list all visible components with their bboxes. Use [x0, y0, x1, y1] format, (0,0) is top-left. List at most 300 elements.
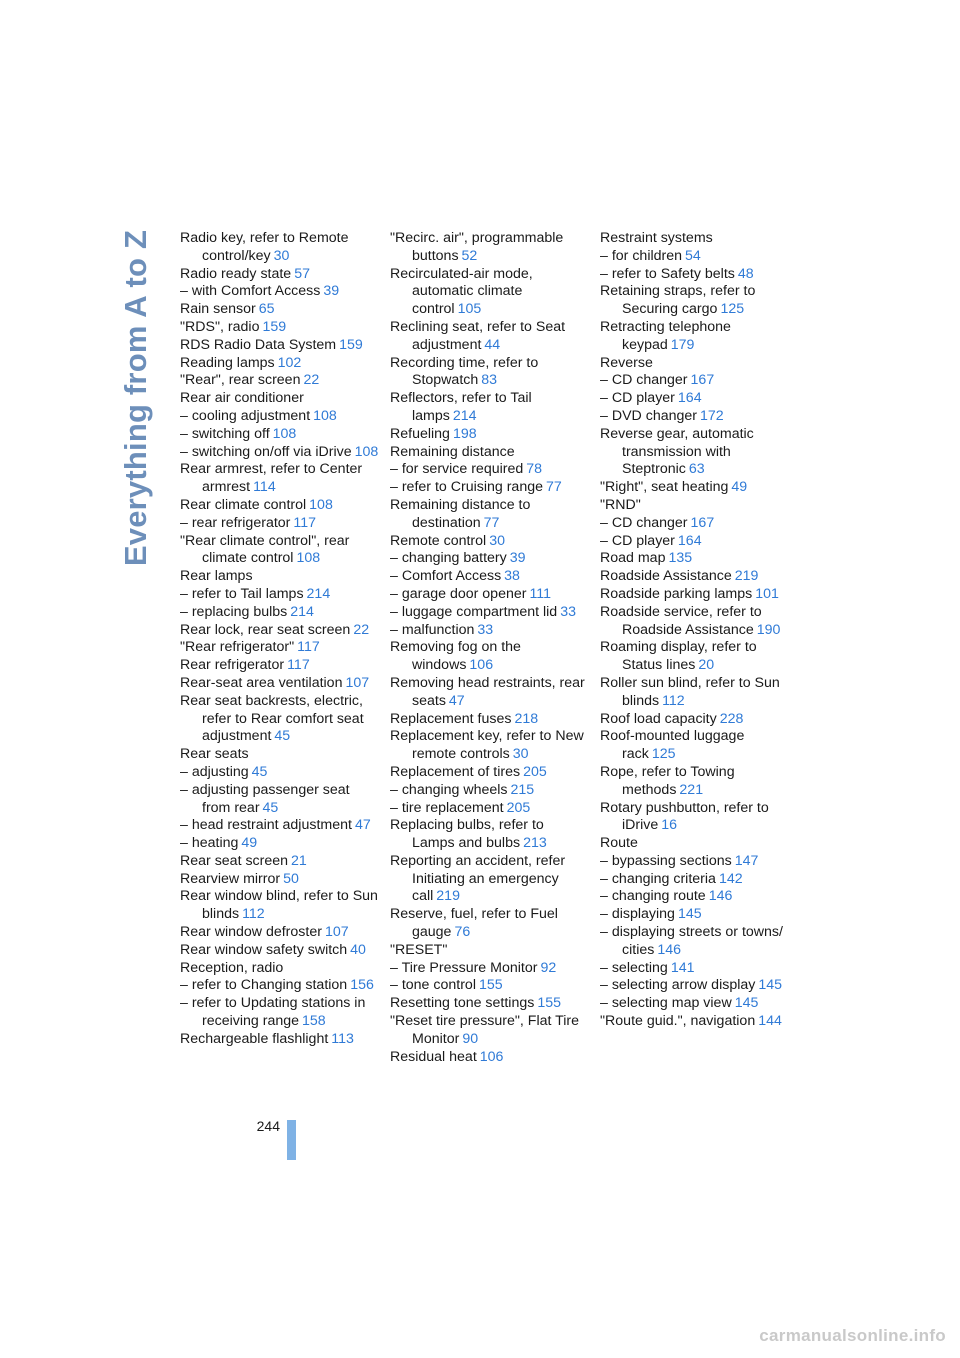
index-term: – heating [180, 835, 239, 852]
index-column-3 [600, 230, 800, 1031]
index-term: Radio key, refer to Remote control/key [180, 230, 349, 264]
index-entry [600, 230, 800, 248]
page-reference-link[interactable]: 159 [339, 336, 363, 353]
index-term: "RDS", radio [180, 318, 260, 335]
page-reference-link[interactable]: 145 [734, 995, 759, 1012]
index-entry [180, 604, 380, 622]
page-reference-link[interactable]: 45 [262, 799, 279, 816]
index-entry [390, 461, 590, 479]
page-reference-link[interactable]: 45 [274, 728, 291, 745]
page-reference-link[interactable]: 117 [293, 514, 317, 531]
index-entry [390, 800, 590, 818]
index-term: Roof load capacity [600, 710, 717, 727]
index-column-1 [180, 230, 380, 1049]
index-term: Rear window blind, refer to Sun blinds [180, 888, 378, 923]
index-entry [600, 408, 800, 426]
index-term: Rear seat screen [180, 852, 289, 869]
index-entry [180, 586, 380, 604]
index-entry [600, 604, 800, 640]
page-reference-link[interactable]: 63 [688, 461, 705, 478]
index-entry [390, 266, 590, 319]
index-entry [180, 817, 380, 835]
index-entry [180, 977, 380, 995]
index-term: – luggage compartment lid [390, 603, 558, 620]
index-term: – displaying streets or towns/ cities [600, 924, 783, 958]
page-reference-link[interactable]: 47 [448, 692, 465, 709]
index-entry [390, 764, 590, 782]
index-entry [600, 728, 800, 764]
index-entry [600, 871, 800, 889]
page-reference-link[interactable]: 146 [657, 941, 681, 958]
page-reference-link[interactable]: 172 [700, 407, 724, 424]
page-reference-link[interactable]: 142 [718, 870, 743, 887]
page-reference-link[interactable]: 107 [324, 924, 349, 941]
index-term: – adjusting passenger seat from rear [180, 781, 350, 816]
index-term: "Rear refrigerator" [180, 639, 295, 656]
page-reference-link[interactable]: 108 [354, 443, 379, 460]
page-reference-link[interactable]: 215 [510, 781, 535, 798]
index-term: – changing battery [390, 550, 507, 567]
index-term: Retaining straps, refer to Securing cargo [600, 283, 756, 318]
index-entry [180, 746, 380, 764]
index-entry [600, 497, 800, 515]
index-term: – DVD changer [600, 407, 697, 424]
index-term: – displaying [600, 906, 675, 923]
index-column-2 [390, 230, 590, 1066]
index-entry [600, 533, 800, 551]
page-reference-link[interactable]: 179 [670, 336, 695, 353]
index-term: Roller sun blind, refer to Sun blinds [600, 674, 780, 709]
page-reference-link[interactable]: 112 [662, 692, 685, 709]
index-term: Roaming display, refer to Status lines [600, 639, 757, 674]
page-reference-link[interactable]: 190 [756, 621, 781, 638]
index-term: Reverse gear, automatic transmission with Steptronic [600, 425, 754, 478]
page-reference-link[interactable]: 102 [277, 354, 302, 371]
index-entry [390, 711, 590, 729]
index-entry [390, 960, 590, 978]
index-entry [180, 675, 380, 693]
index-entry [180, 1031, 380, 1049]
index-entry [600, 995, 800, 1013]
index-entry [180, 497, 380, 515]
index-term: – changing route [600, 888, 706, 905]
index-entry [180, 533, 380, 569]
index-term: Rear lamps [180, 568, 253, 585]
index-term: – rear refrigerator [180, 514, 291, 531]
index-entry [180, 657, 380, 675]
page-reference-link[interactable]: 30 [512, 746, 529, 763]
index-entry [390, 479, 590, 497]
index-term: Replacement key, refer to New remote controls [390, 728, 584, 763]
index-entry [600, 390, 800, 408]
index-entry [600, 888, 800, 906]
index-entry [600, 426, 800, 479]
index-term: "RESET" [390, 941, 448, 958]
index-entry [390, 906, 590, 942]
index-entry [180, 515, 380, 533]
index-term: Reflectors, refer to Tail lamps [390, 390, 532, 424]
index-entry [180, 639, 380, 657]
index-entry [600, 319, 800, 355]
index-entry [180, 230, 380, 266]
page-reference-link[interactable]: 83 [481, 372, 498, 389]
index-entry [600, 675, 800, 711]
index-term: Rear seat backrests, electric, refer to Rear comfort seat adjustment [180, 692, 364, 745]
page-reference-link[interactable]: 45 [251, 763, 268, 780]
index-entry [180, 871, 380, 889]
page-reference-link[interactable]: 54 [685, 247, 701, 264]
index-term: "Right", seat heating [600, 479, 729, 496]
index-entry [180, 444, 380, 462]
page-reference-link[interactable]: 22 [303, 372, 320, 389]
index-term: "Rear", rear screen [180, 372, 301, 389]
index-term: Recirculated-air mode, automatic climate control [390, 265, 533, 318]
page-reference-link[interactable]: 228 [719, 710, 744, 727]
index-entry [390, 230, 590, 266]
index-entry [390, 1049, 590, 1067]
index-term: Reverse [600, 354, 653, 371]
page-reference-link[interactable]: 108 [309, 496, 333, 513]
page-reference-link[interactable]: 92 [540, 959, 557, 976]
page-reference-link[interactable]: 30 [489, 532, 505, 549]
index-term: "Rear climate control", rear climate control [180, 532, 350, 567]
page-reference-link[interactable]: 135 [668, 550, 693, 567]
index-entry [390, 817, 590, 853]
index-entry [180, 319, 380, 337]
page-reference-link[interactable]: 20 [698, 657, 715, 674]
page-reference-link[interactable]: 33 [560, 603, 576, 620]
index-term: – switching off [180, 425, 270, 442]
index-term: – head restraint adjustment [180, 817, 352, 834]
page-reference-link[interactable]: 108 [296, 550, 321, 567]
index-entry [600, 853, 800, 871]
page-reference-link[interactable]: 117 [287, 657, 310, 674]
index-entry [390, 497, 590, 533]
index-entry [390, 728, 590, 764]
page-reference-link[interactable]: 16 [661, 817, 678, 834]
index-entry [180, 390, 380, 408]
page-reference-link[interactable]: 141 [670, 959, 695, 976]
index-entry [600, 764, 800, 800]
index-term: – CD changer [600, 514, 688, 531]
page-reference-link[interactable]: 106 [469, 657, 494, 674]
index-term: – with Comfort Access [180, 283, 321, 300]
index-entry [180, 568, 380, 586]
page-reference-link[interactable]: 22 [353, 621, 370, 638]
index-entry [180, 888, 380, 924]
index-term: – switching on/off via iDrive [180, 443, 352, 460]
index-entry [600, 550, 800, 568]
page-reference-link[interactable]: 205 [506, 799, 531, 816]
index-entry [390, 782, 590, 800]
page-reference-link[interactable]: 108 [272, 425, 297, 442]
index-term: Radio ready state [180, 265, 292, 282]
index-term: – for children [600, 247, 683, 264]
index-term: "RND" [600, 496, 641, 513]
index-term: Replacing bulbs, refer to Lamps and bulbs [390, 817, 544, 852]
index-term: – CD player [600, 390, 675, 407]
page-reference-link[interactable]: 108 [313, 407, 337, 424]
index-term: RDS Radio Data System [180, 336, 337, 353]
page-reference-link[interactable]: 77 [546, 479, 562, 496]
index-entry [390, 853, 590, 906]
index-term: – bypassing sections [600, 852, 732, 869]
index-term: Remote control [390, 532, 487, 549]
index-term: Removing fog on the windows [390, 639, 521, 674]
page-reference-link[interactable]: 44 [484, 336, 501, 353]
index-term: – adjusting [180, 763, 249, 780]
index-term: Roadside service, refer to Roadside Assistance [600, 603, 762, 638]
index-term: Rotary pushbutton, refer to iDrive [600, 799, 769, 834]
index-entry [180, 622, 380, 640]
index-term: – tire replacement [390, 799, 504, 816]
index-term: Residual heat [390, 1048, 477, 1065]
page-reference-link[interactable]: 107 [345, 674, 370, 691]
index-term: – changing wheels [390, 781, 508, 798]
page-reference-link[interactable]: 218 [514, 710, 539, 727]
index-term: Roof-mounted luggage rack [600, 728, 745, 763]
index-term: Reserve, fuel, refer to Fuel gauge [390, 906, 558, 941]
page-reference-link[interactable]: 164 [677, 532, 702, 549]
index-entry [600, 568, 800, 586]
index-entry [180, 266, 380, 284]
index-term: "Reset tire pressure", Flat Tire Monitor [390, 1013, 580, 1047]
index-entry [180, 835, 380, 853]
page-reference-link[interactable]: 113 [331, 1030, 354, 1047]
index-entry [180, 408, 380, 426]
index-term: Restraint systems [600, 230, 713, 246]
index-entry [180, 301, 380, 319]
index-entry [390, 995, 590, 1013]
index-entry [600, 960, 800, 978]
index-term: Rear climate control [180, 496, 307, 513]
page-reference-link[interactable]: 76 [454, 924, 471, 941]
page-reference-link[interactable]: 105 [457, 301, 482, 318]
chapter-title-vertical [116, 228, 156, 568]
page-reference-link[interactable]: 117 [297, 639, 320, 656]
index-term: – CD player [600, 532, 675, 549]
page-reference-link[interactable]: 50 [283, 870, 299, 887]
index-entry [390, 586, 590, 604]
page-reference-link[interactable]: 156 [350, 977, 374, 994]
index-term: – changing criteria [600, 870, 716, 887]
index-entry [600, 586, 800, 604]
page-reference-link[interactable]: 145 [758, 977, 783, 994]
index-entry [180, 764, 380, 782]
page-reference-link[interactable]: 221 [679, 781, 704, 798]
index-entry [390, 390, 590, 426]
index-entry [600, 515, 800, 533]
index-entry [180, 924, 380, 942]
page-reference-link[interactable]: 30 [273, 247, 290, 264]
page-number: 244 [256, 1118, 280, 1134]
index-entry [600, 372, 800, 390]
index-term: – Comfort Access [390, 568, 502, 585]
page-reference-link[interactable]: 101 [755, 585, 779, 602]
index-entry [180, 283, 380, 301]
index-term: – refer to Tail lamps [180, 585, 304, 602]
page-reference-link[interactable]: 214 [306, 585, 331, 602]
index-entry [600, 1013, 800, 1031]
index-entry [180, 782, 380, 818]
index-entry [390, 426, 590, 444]
page-reference-link[interactable]: 164 [677, 390, 702, 407]
page-reference-link[interactable]: 146 [708, 888, 733, 905]
index-term: – refer to Cruising range [390, 479, 543, 496]
index-entry [180, 693, 380, 746]
index-term: Resetting tone settings [390, 995, 535, 1012]
index-term: Rear armrest, refer to Center armrest [180, 461, 363, 496]
index-term: – cooling adjustment [180, 407, 311, 424]
index-term: Rear air conditioner [180, 390, 304, 407]
index-entry [390, 319, 590, 355]
page-reference-link[interactable]: 213 [523, 835, 547, 852]
index-term: Rear seats [180, 746, 249, 763]
page-reference-link[interactable]: 21 [291, 852, 307, 869]
index-entry [390, 355, 590, 391]
index-term: Retracting telephone keypad [600, 318, 731, 353]
index-term: Reporting an accident, refer Initiating an emergency call [390, 852, 566, 905]
index-term: – replacing bulbs [180, 603, 288, 620]
index-term: Rear lock, rear seat screen [180, 621, 351, 638]
index-term: Rain sensor [180, 301, 256, 318]
index-entry [390, 444, 590, 462]
index-entry [390, 568, 590, 586]
index-term: Replacement fuses [390, 710, 512, 727]
index-term: – refer to Updating stations in receiving range [180, 995, 366, 1030]
page-reference-link[interactable]: 47 [354, 817, 371, 834]
index-entry [600, 248, 800, 266]
index-entry [600, 639, 800, 675]
index-entry [600, 479, 800, 497]
index-term: Remaining distance [390, 443, 515, 460]
page-reference-link[interactable]: 78 [526, 461, 543, 478]
page-reference-link[interactable]: 219 [436, 888, 460, 905]
index-entry [600, 835, 800, 853]
index-entry [180, 355, 380, 373]
page-reference-link[interactable]: 106 [479, 1048, 504, 1065]
index-term: Refueling [390, 425, 450, 442]
index-term: Reading lamps [180, 354, 275, 371]
index-term: Rearview mirror [180, 870, 281, 887]
page-reference-link[interactable]: 49 [241, 835, 258, 852]
index-term: Route [600, 835, 638, 852]
page-reference-link[interactable]: 158 [302, 1013, 326, 1030]
index-entry [180, 942, 380, 960]
index-entry [600, 906, 800, 924]
index-term: Rope, refer to Towing methods [600, 763, 735, 798]
page-reference-link[interactable]: 38 [504, 568, 520, 585]
index-entry [390, 533, 590, 551]
index-entry [390, 550, 590, 568]
page-reference-link[interactable]: 167 [690, 514, 715, 531]
page-marker-bar [287, 1120, 296, 1160]
page-reference-link[interactable]: 90 [462, 1030, 479, 1047]
page-reference-link[interactable]: 57 [294, 265, 310, 282]
page-reference-link[interactable]: 77 [483, 514, 500, 531]
index-term: Removing head restraints, rear seats [390, 674, 585, 709]
page-reference-link[interactable]: 48 [737, 265, 754, 282]
index-entry [180, 995, 380, 1031]
page-reference-link[interactable]: 198 [452, 425, 477, 442]
page-reference-link[interactable]: 155 [478, 977, 503, 994]
index-term: – CD changer [600, 372, 688, 389]
page-reference-link[interactable]: 40 [350, 941, 366, 958]
page-reference-link[interactable]: 33 [477, 621, 494, 638]
watermark: carmanualsonline.info [759, 1326, 946, 1345]
index-entry [180, 461, 380, 497]
index-term: Rear window defroster [180, 924, 322, 941]
page-reference-link[interactable]: 125 [720, 301, 745, 318]
index-entry [600, 266, 800, 284]
index-term: Roadside Assistance [600, 568, 732, 585]
page-reference-link[interactable]: 39 [509, 550, 526, 567]
index-entry [180, 853, 380, 871]
index-term: – selecting map view [600, 995, 732, 1012]
index-term: – Tire Pressure Monitor [390, 959, 538, 976]
index-term: Remaining distance to destination [390, 496, 531, 531]
index-term: – garage door opener [390, 585, 527, 602]
page-reference-link[interactable]: 111 [529, 585, 552, 602]
page-reference-link[interactable]: 167 [690, 372, 715, 389]
page-reference-link[interactable]: 65 [258, 301, 275, 318]
page-reference-link[interactable]: 159 [262, 318, 287, 335]
page-reference-link[interactable]: 114 [253, 479, 276, 496]
index-term: Rechargeable flashlight [180, 1030, 329, 1047]
index-entry [390, 622, 590, 640]
index-entry [600, 800, 800, 836]
index-term: – malfunction [390, 621, 475, 638]
index-term: Roadside parking lamps [600, 585, 753, 602]
index-entry [180, 960, 380, 978]
chapter-title-text: Everything from A to Z [118, 229, 154, 567]
page-reference-link[interactable]: 214 [452, 407, 477, 424]
index-entry [390, 675, 590, 711]
index-term: Recording time, refer to Stopwatch [390, 354, 539, 389]
index-term: "Recirc. air", programmable buttons [390, 230, 564, 264]
index-entry [390, 1013, 590, 1049]
page-reference-link[interactable]: 205 [523, 763, 547, 780]
index-entry [600, 355, 800, 373]
index-term: "Route guid.", navigation [600, 1013, 756, 1030]
index-term: Rear refrigerator [180, 657, 285, 674]
index-entry [600, 924, 800, 960]
index-term: Road map [600, 550, 666, 567]
page-reference-link[interactable]: 219 [734, 568, 759, 585]
page-reference-link[interactable]: 39 [323, 283, 340, 300]
index-term: Replacement of tires [390, 763, 521, 780]
index-term: Reception, radio [180, 959, 284, 976]
page-reference-link[interactable]: 52 [461, 247, 478, 264]
index-entry [390, 604, 590, 622]
index-entry [600, 711, 800, 729]
page-reference-link[interactable]: 112 [242, 906, 265, 923]
page-reference-link[interactable]: 147 [734, 852, 759, 869]
index-term: – for service required [390, 461, 524, 478]
page-reference-link[interactable]: 49 [731, 479, 748, 496]
index-term: – selecting arrow display [600, 977, 756, 994]
index-term: Rear-seat area ventilation [180, 674, 343, 691]
page-reference-link[interactable]: 155 [537, 995, 561, 1012]
page-reference-link[interactable]: 125 [651, 746, 676, 763]
index-entry [390, 977, 590, 995]
index-term: – tone control [390, 977, 476, 994]
index-entry [390, 639, 590, 675]
page-reference-link[interactable]: 145 [677, 906, 702, 923]
page-reference-link[interactable]: 214 [290, 603, 314, 620]
index-entry [600, 977, 800, 995]
page-reference-link[interactable]: 144 [758, 1013, 782, 1030]
